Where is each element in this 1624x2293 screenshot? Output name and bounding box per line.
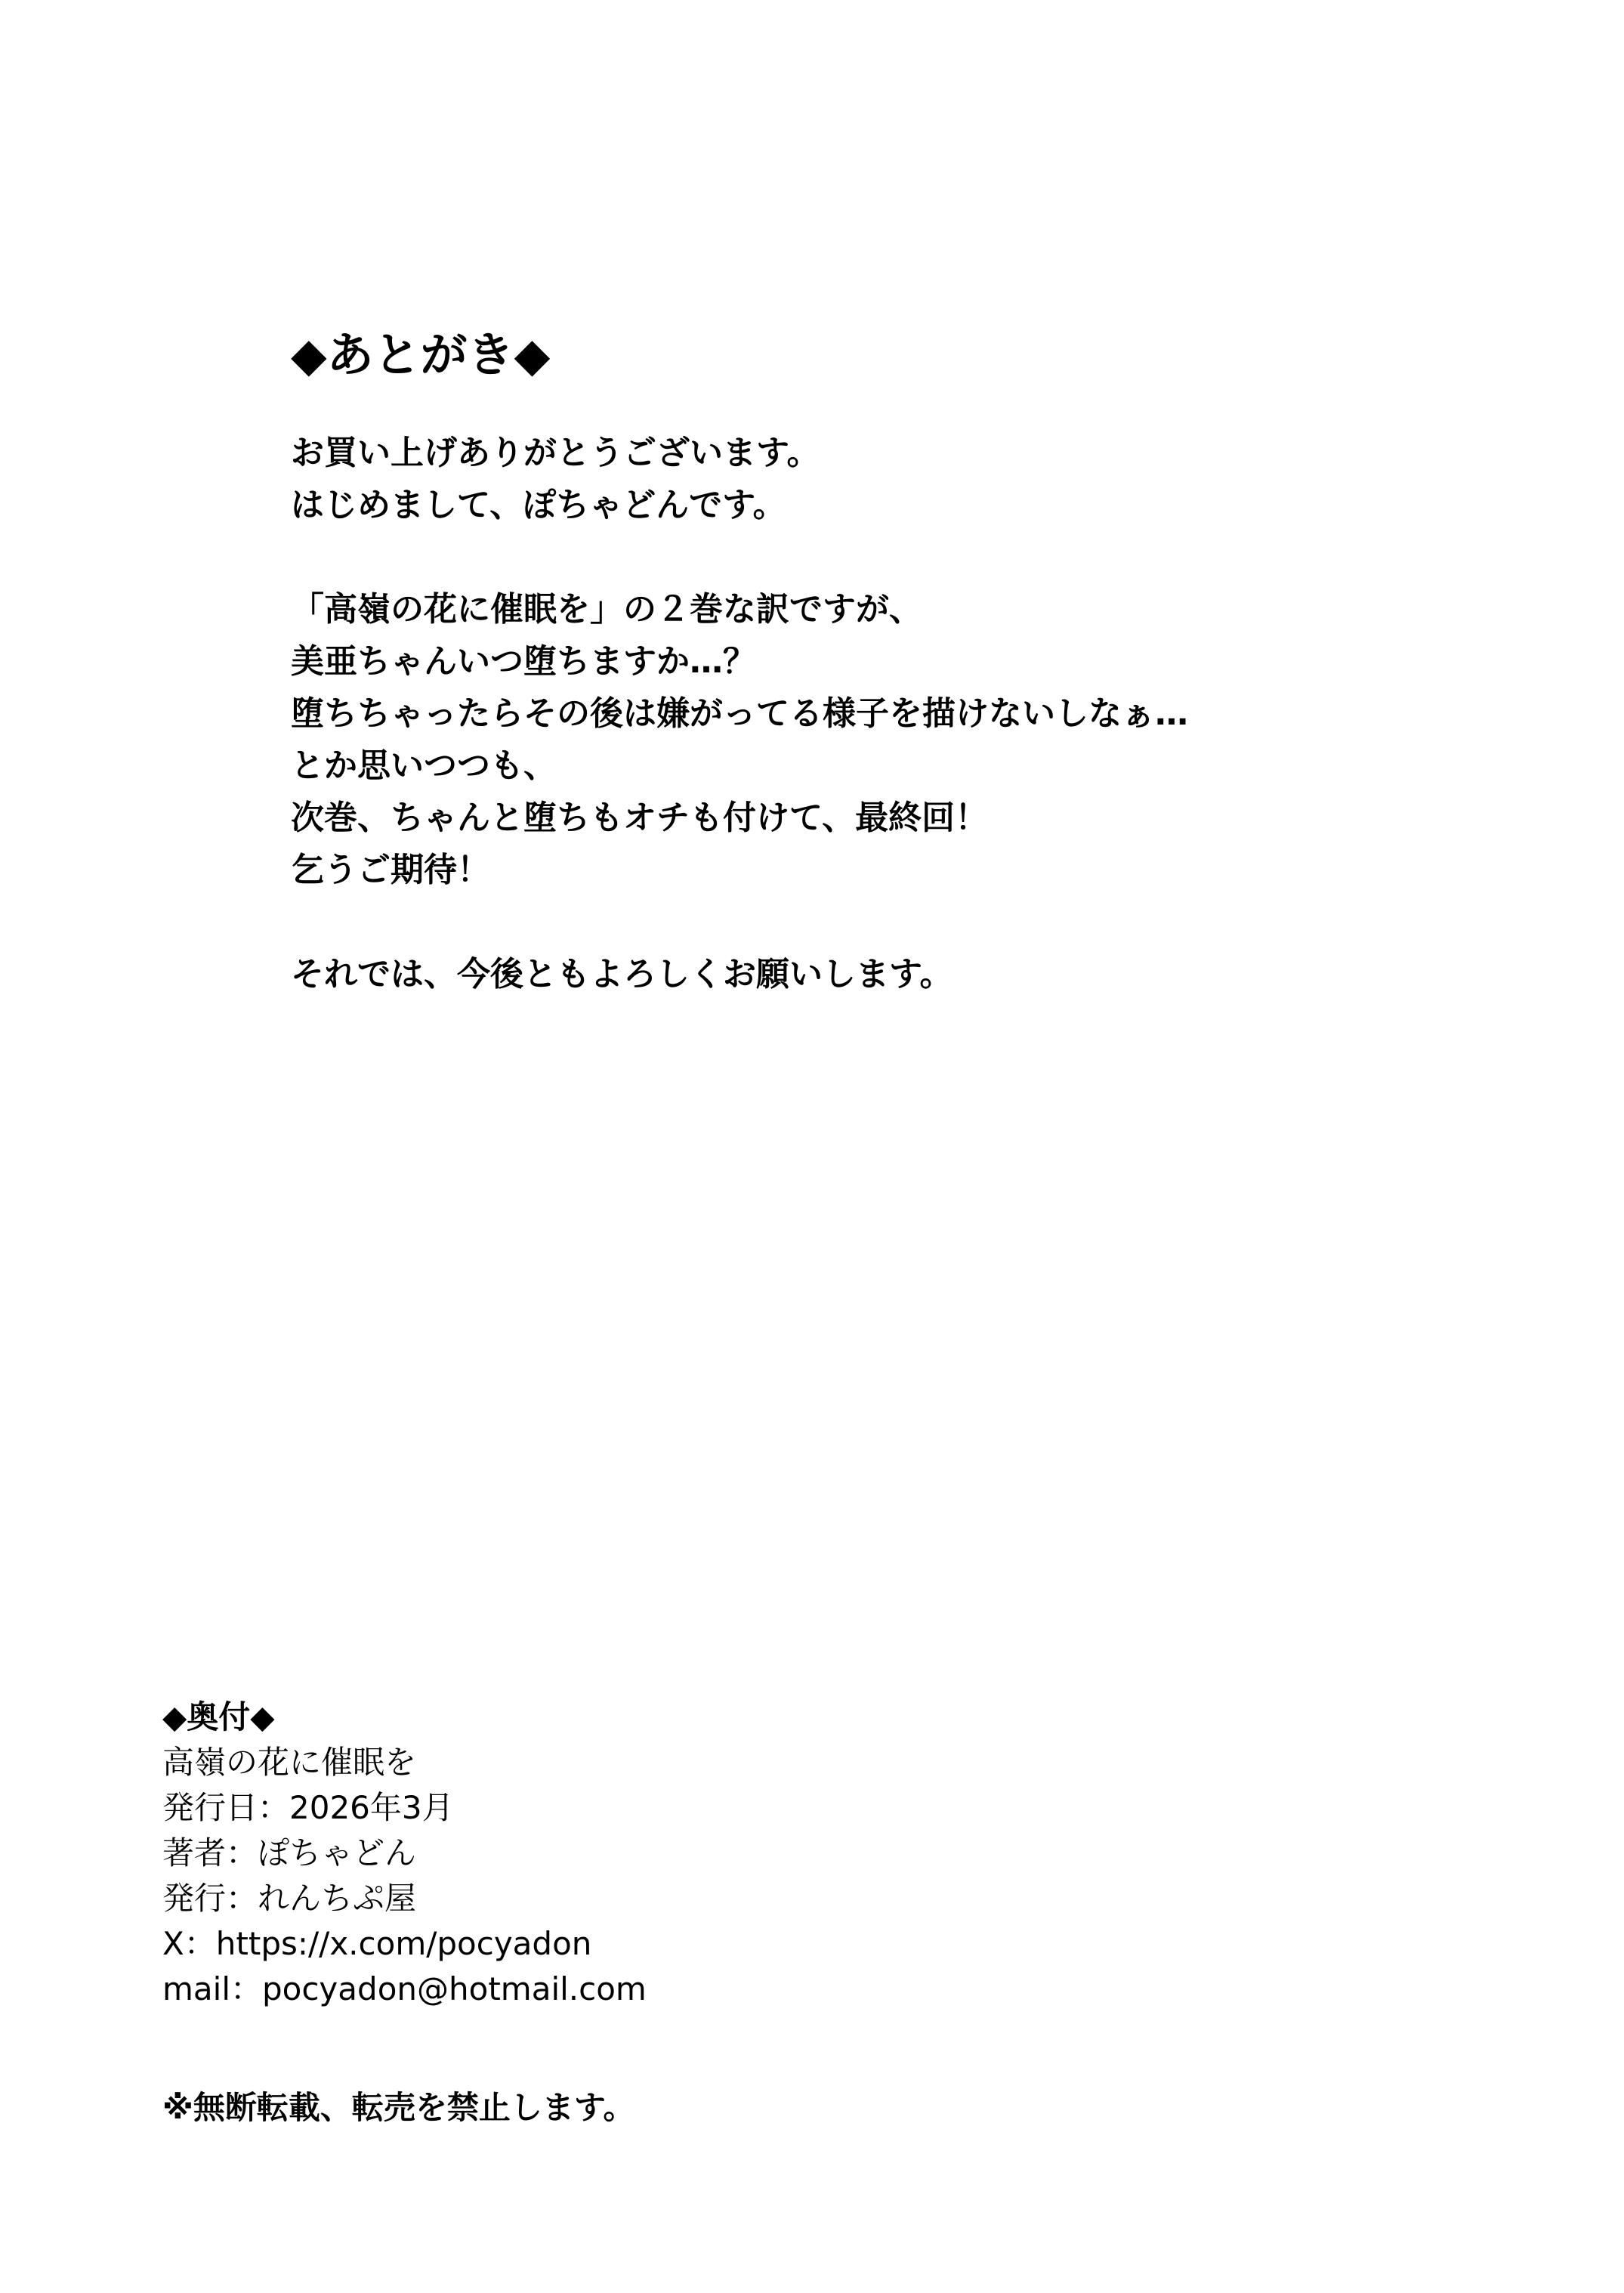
- colophon-issue-date: 発行日：2026年3月: [162, 1789, 454, 1826]
- colophon-publisher: 発行：れんちぷ屋: [162, 1880, 417, 1917]
- afterword-line: 美亜ちゃんいつ堕ちますか…？: [291, 642, 756, 681]
- paragraph-spacer: [291, 896, 1499, 948]
- colophon-section: [162, 1695, 1069, 2012]
- afterword-paragraph-2: [291, 583, 1499, 896]
- colophon-x-account: X：https://x.com/pocyadon: [162, 1925, 592, 1962]
- afterword-paragraph-1: [291, 427, 1499, 531]
- afterword-paragraph-3: [291, 948, 1499, 1000]
- afterword-line: 乞うご期待！: [291, 851, 490, 889]
- colophon-author: 著者：ぽちゃどん: [162, 1834, 417, 1871]
- afterword-line: 「高嶺の花に催眠を」の２巻な訳ですが、: [291, 590, 922, 629]
- paragraph-spacer: [291, 531, 1499, 583]
- afterword-section: [291, 321, 1499, 1000]
- colophon-heading: ◆奥付◆: [162, 1698, 275, 1735]
- afterword-line: 次巻、ちゃんと堕ちもオチも付けて、最終回！: [291, 799, 989, 837]
- afterword-line: とか思いつつも、: [291, 746, 557, 785]
- afterword-line: それでは、今後ともよろしくお願いします。: [291, 955, 953, 994]
- copyright-notice: ※無断転載、転売を禁止します。: [162, 2089, 635, 2126]
- colophon-book-title: 高嶺の花に催眠を: [162, 1744, 417, 1781]
- afterword-line: お買い上げありがとうございます。: [291, 434, 820, 472]
- afterword-title: ◆あとがき◆: [291, 327, 551, 382]
- afterword-line: 堕ちちゃったらその後は嫌がってる様子を描けないしなぁ…: [291, 694, 1188, 733]
- colophon-mail: mail：pocyadon@hotmail.com: [162, 1970, 647, 2007]
- afterword-line: はじめまして、ぽちゃどんです。: [291, 486, 786, 524]
